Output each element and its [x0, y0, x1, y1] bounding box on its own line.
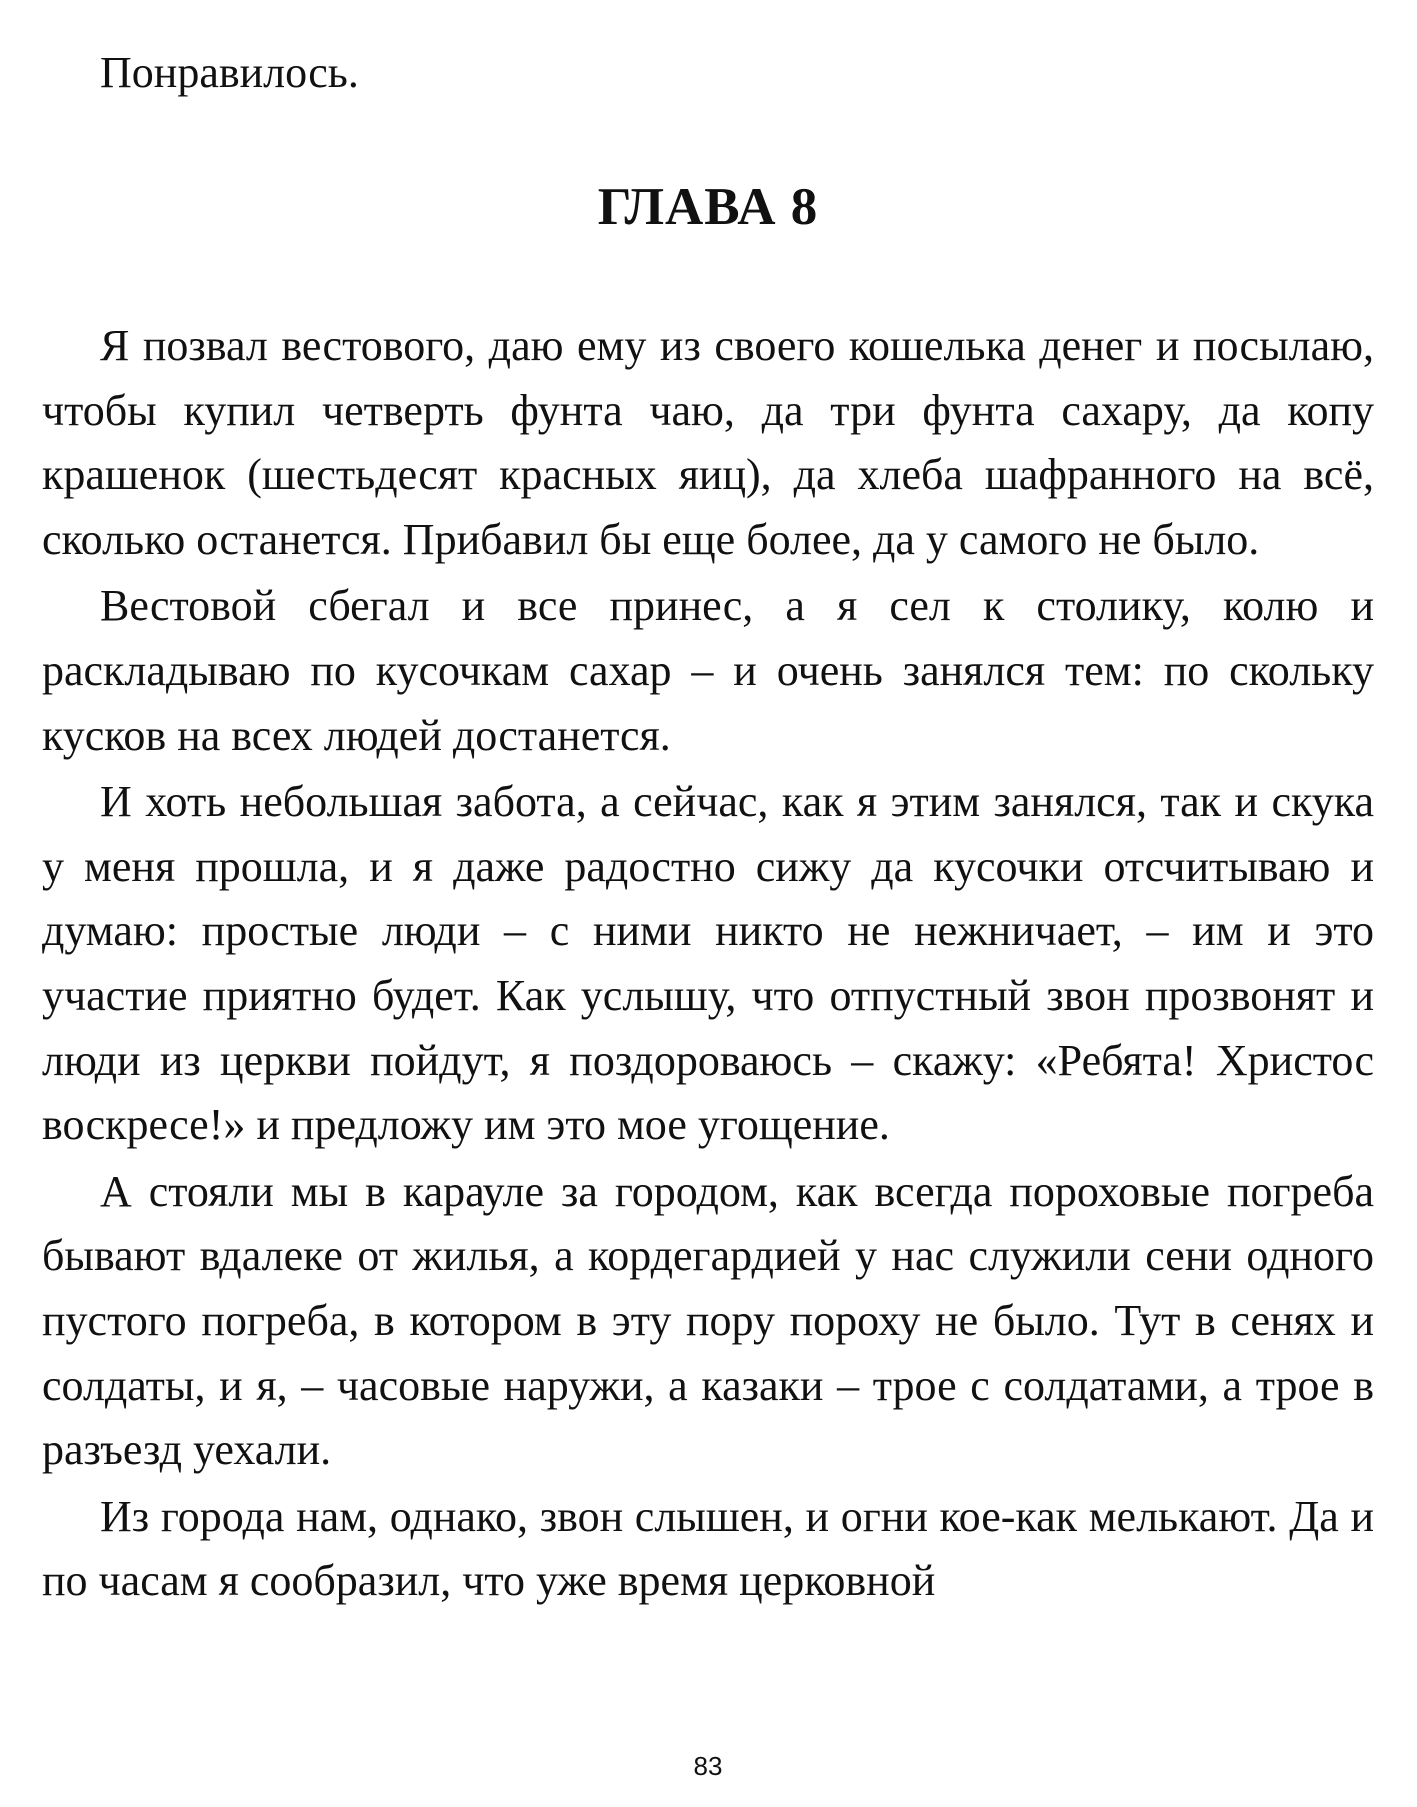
book-page: [42, 0, 1374, 1807]
paragraph: Я позвал вестового, даю ему из своего кошелька денег и посылаю, чтобы купил четверть фунта чаю, да три фунта сахару, да копу крашенок (шестьдесят красных яиц), да хлеба шафранного на всё, сколько останется. Прибавил бы еще более, да у самого не было.: [42, 321, 1374, 564]
continuation-line: Понравилось.: [100, 48, 359, 97]
paragraph: Из города нам, однако, звон слышен, и огни кое-как мелькают. Да и по часам я сообразил, что уже время церковной: [42, 1491, 1374, 1606]
paragraph: И хоть небольшая забота, а сейчас, как я этим занялся, так и скука у меня прошла, и я даже радостно сижу да кусочки отсчитываю и думаю: простые люди – с ними никто не нежничает, – им и это участие приятно будет. Как услышу, что отпустный звон прозвонят и люди из церкви пойдут, я поздороваюсь – скажу: «Ребята! Христос воскресе!» и предложу им это мое угощение.: [42, 777, 1374, 1150]
paragraph: А стояли мы в карауле за городом, как всегда пороховые погреба бывают вдалеке от жилья, а кордегардией у нас служили сени одного пустого погреба, в котором в эту пору пороху не было. Тут в сенях и солдаты, и я, – часовые наружи, а казаки – трое с солдатами, а трое в разъезд уехали.: [42, 1166, 1374, 1475]
chapter-body: [42, 314, 1374, 1616]
page-number: 83: [693, 1751, 723, 1781]
chapter-title: ГЛАВА 8: [597, 178, 819, 236]
paragraph: Вестовой сбегал и все принес, а я сел к столику, колю и раскладываю по кусочкам сахар – и очень занялся тем: по скольку кусков на всех людей достанется.: [42, 581, 1374, 760]
